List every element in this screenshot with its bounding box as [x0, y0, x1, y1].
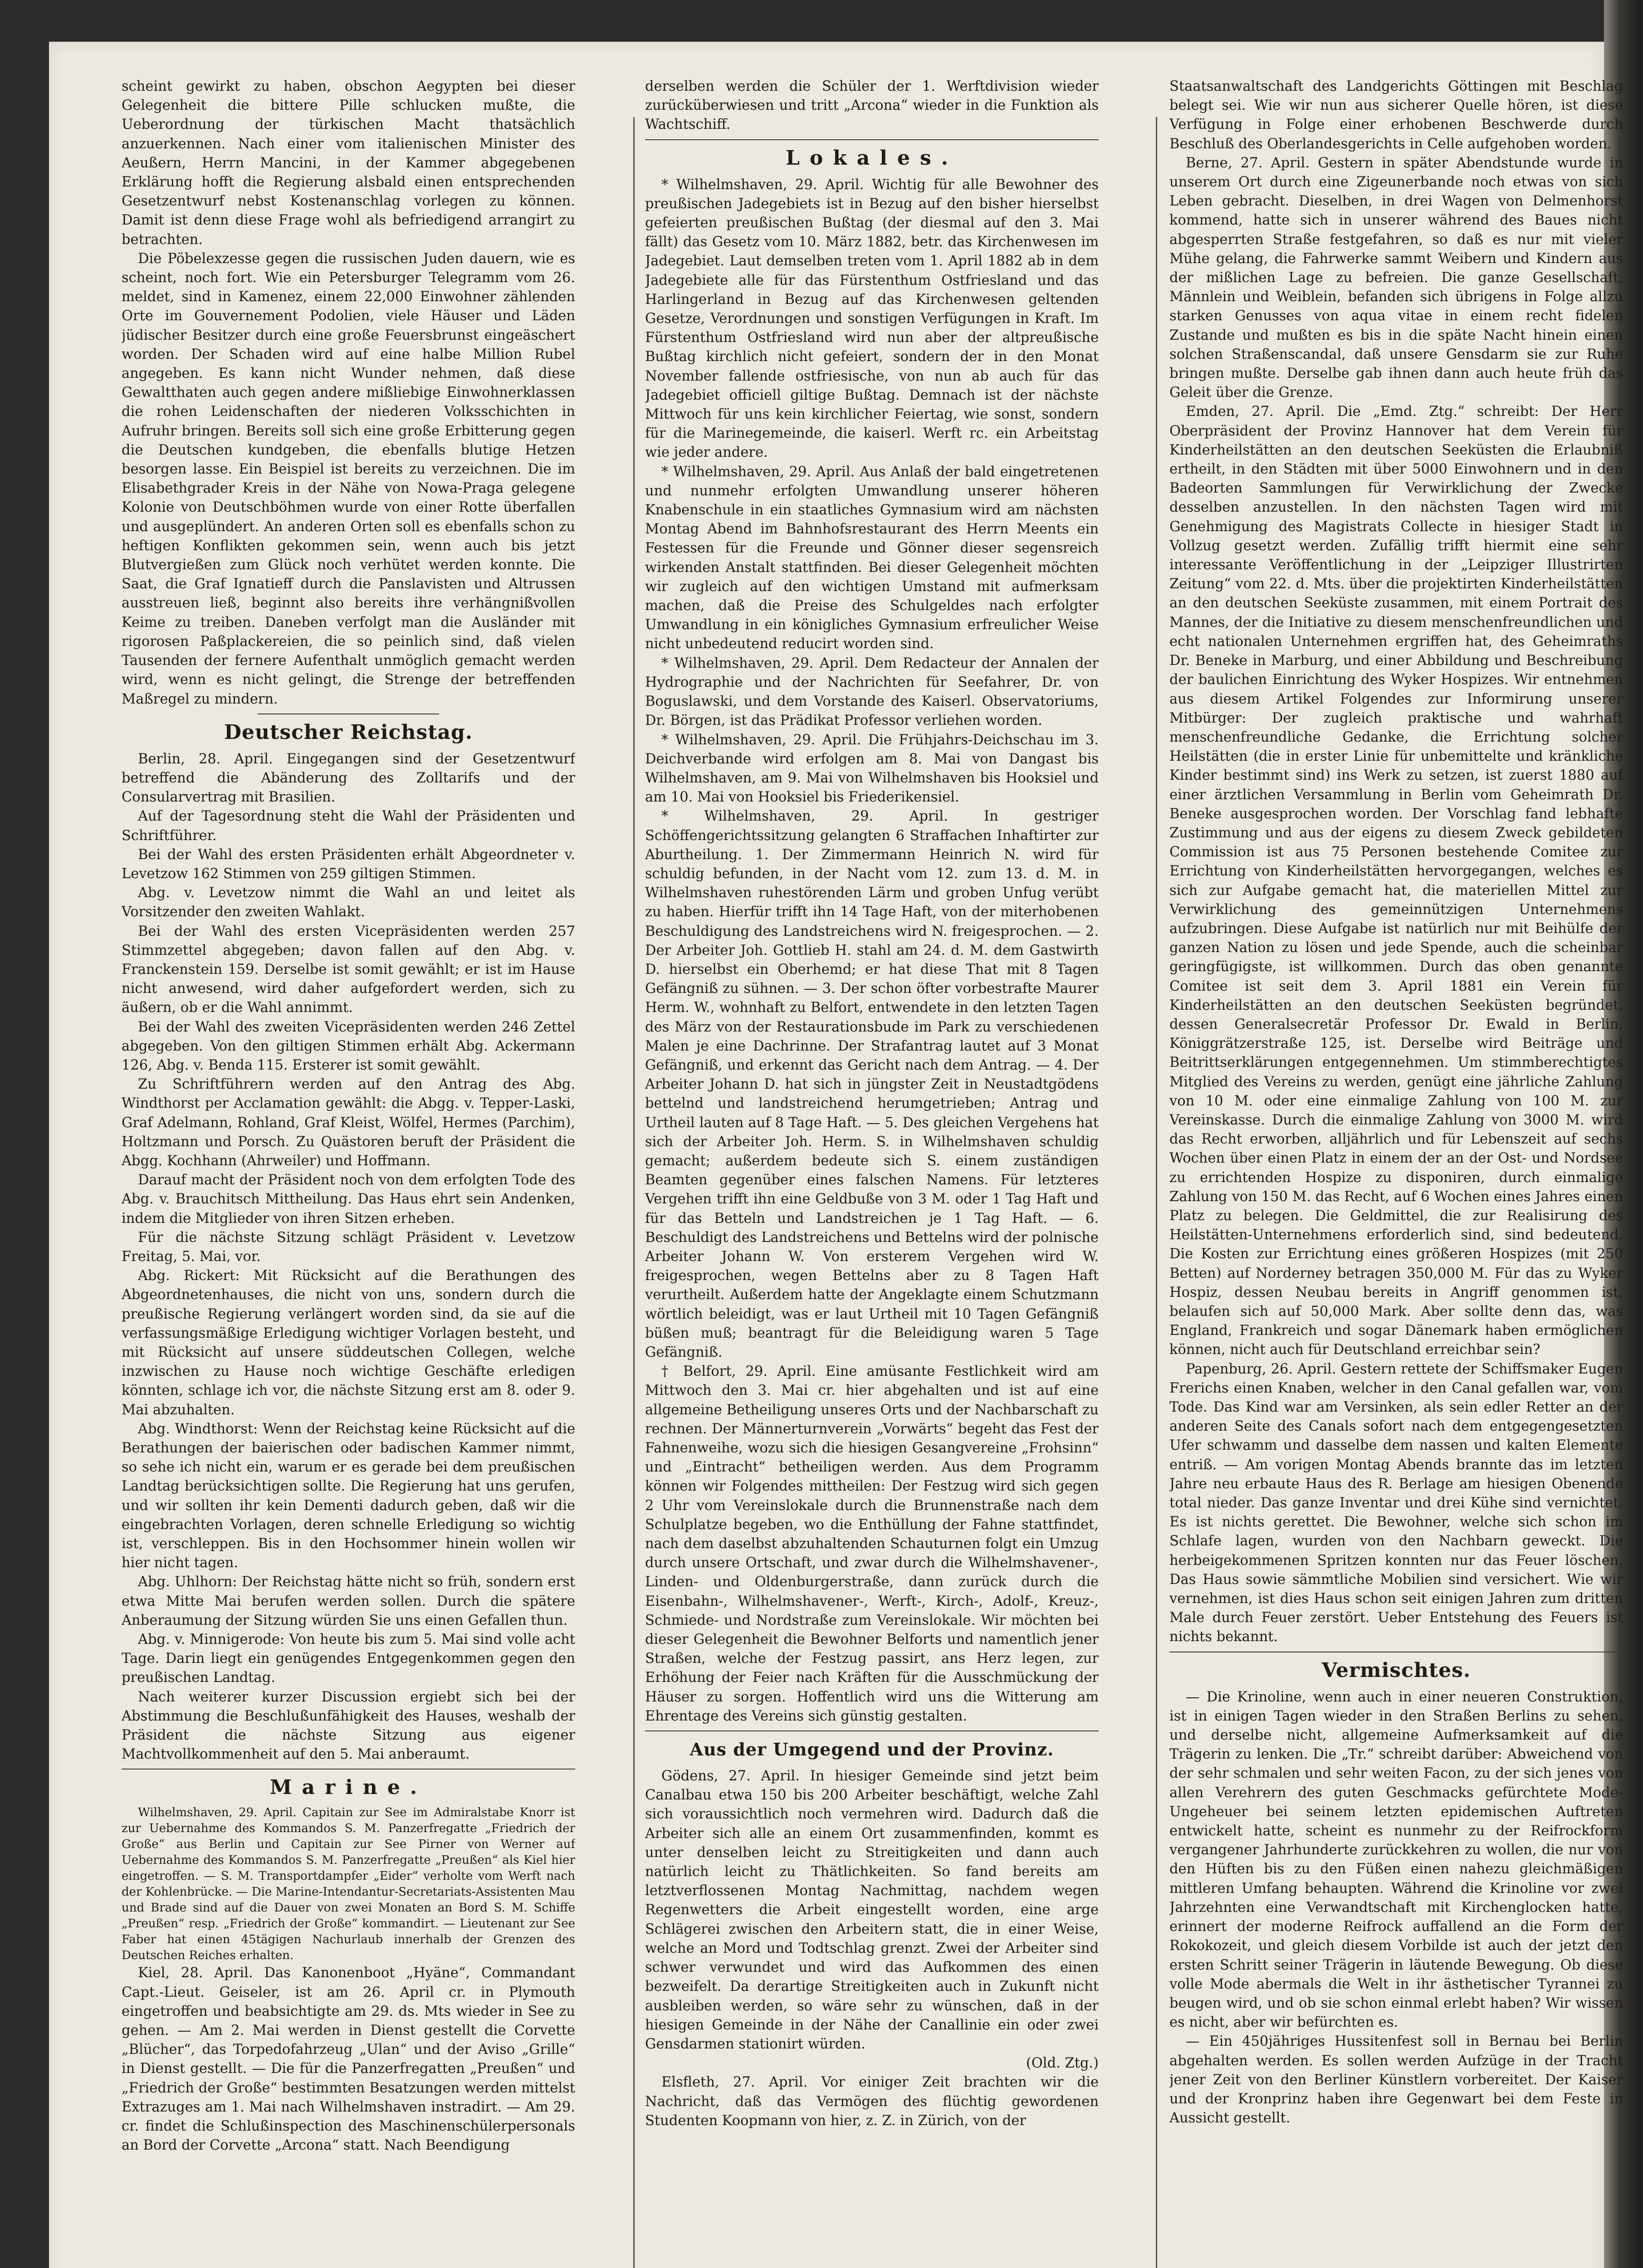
section-divider	[645, 139, 1099, 140]
article-text: Darauf macht der Präsident noch von dem erfolgten Tode des Abg. v. Brauchitsch Mittheilung. Das Haus ehrt sein Andenken, indem die Mitglieder von ihren Sitzen erheben.	[122, 1172, 575, 1227]
source-attribution: (Old. Ztg.)	[1026, 2055, 1099, 2072]
article-text: * Wilhelmshaven, 29. April. Dem Redacteur der Annalen der Hydrographie und der Nachrichten für Seefahrer, Dr. von Boguslawski, und dem Vorstande des Kaiserl. Observatoriums, Dr. Börgen, ist das Prädikat Professor verliehen worden.	[645, 655, 1099, 729]
article-text: Gödens, 27. April. In hiesiger Gemeinde sind jetzt beim Canalbau etwa 150 bis 200 Arbeiter beschäftigt, welche Zahl sich voraussichtlich noch vermehren wird. Dadurch daß die Arbeiter sich alle an einem Ort zusammenfinden, kommt es unter denselben leicht zu Streitigkeiten und dann auch natürlich leicht zu Thätlichkeiten. So fand bereits am letztverflossenen Montag Nachmittag, nachdem wegen Regenwetters die Arbeit eingestellt worden, eine arge Schlägerei zwischen den Arbeitern statt, die in einer Weise, welche an Mord und Todtschlag grenzt. Zwei der Arbeiter sind schwer verwundet und wird das Aufkommen des einen bezweifelt. Da derartige Streitigkeiten auch in Zukunft nicht ausbleiben werden, so wäre sehr zu wünschen, daß in der hiesigen Gemeinde in der Nähe der Canallinie ein oder zwei Gensdarmen stationirt würden.	[645, 1768, 1099, 2052]
article-text: Bei der Wahl des zweiten Vicepräsidenten werden 246 Zettel abgegeben. Von den giltigen Stimmen erhält Abg. Ackermann 126, Abg. v. Benda 115. Ersterer ist somit gewählt.	[122, 1019, 575, 1073]
section-heading-umgegend: Aus der Umgegend und der Provinz.	[689, 1739, 1054, 1760]
article-text: — Ein 450jähriges Hussitenfest soll in Bernau bei Berlin abgehalten werden. Es sollen werden Aufzüge in der Tracht jener Zeit von den Berliner Künstlern vorbereitet. Der Kaiser und der Kronprinz haben ihre Gegenwart bei dem Feste in Aussicht gestellt.	[1169, 2033, 1623, 2126]
article-text: * Wilhelmshaven, 29. April. In gestriger Schöffengerichtssitzung gelangten 6 Straffachen Inhaftirter zur Aburtheilung. 1. Der Zimmermann Heinrich N. wird für schuldig befunden, in der Nacht vom 12. zum 13. d. M. in Wilhelmshaven ruhestörenden Lärm und groben Unfug verübt zu haben. Hierfür trifft ihn 14 Tage Haft, von der miterhobenen Beschuldigung des Landstreichens wird N. freigesprochen. — 2. Der Arbeiter Joh. Gottlieb H. stahl am 24. d. M. dem Gastwirth D. hierselbst ein Oberhemd; er hat diese That mit 8 Tagen Gefängniß zu sühnen. — 3. Der schon öfter vorbestrafte Maurer Herm. W., wohnhaft zu Belfort, entwendete in den letzten Tagen des März von der Restaurationsbude im Park zu verschiedenen Malen je eine Dachrinne. Der Strafantrag lautet auf 3 Monat Gefängniß, und erkennt das Gericht nach dem Antrag. — 4. Der Arbeiter Johann D. hat sich in jüngster Zeit in Neustadtgödens bettelnd und landstreichend herumgetrieben; Antrag und Urtheil lauten auf 8 Tage Haft. — 5. Des gleichen Vergehens hat sich der Arbeiter Joh. Herm. S. in Wilhelmshaven schuldig gemacht; außerdem bedeute sich S. einem zuständigen Beamten gegenüber eines falschen Namens. Für letzteres Vergehen trifft ihn eine Geldbuße von 3 M. oder 1 Tag Haft und für das Betteln und Landstreichen je 1 Tag Haft. — 6. Beschuldigt des Landstreichens und Bettelns wird der polnische Arbeiter Johann W. Von ersterem Vergehen wird W. freigesprochen, wegen Bettelns aber zu 8 Tagen Haft verurtheilt. Außerdem hatte der Angeklagte einem Schutzmann wörtlich beleidigt, was er laut Urtheil mit 10 Tagen Gefängniß büßen muß; beantragt für die Beleidigung waren 5 Tage Gefängniß.	[645, 808, 1099, 1360]
article-text: derselben werden die Schüler der 1. Werftdivision wieder zurücküberwiesen und tritt „Arcona“ wieder in die Funktion als Wachtschiff.	[645, 78, 1099, 133]
article-text: Kiel, 28. April. Das Kanonenboot „Hyäne“, Commandant Capt.-Lieut. Geiseler, ist am 26. April cr. in Plymouth eingetroffen und beabsichtigte am 29. ds. Mts wieder in See zu gehen. — Am 2. Mai werden in Dienst gestellt die Corvette „Blücher“, das Torpedofahrzeug „Ulan“ und der Aviso „Grille“ in Dienst gestellt. — Die für die Panzerfregatten „Preußen“ und „Friedrich der Große“ bestimmten Besatzungen werden mittelst Extrazuges am 1. Mai nach Wilhelmshaven instradirt. — Am 29. cr. findet die Schlußinspection des Maschinenschülerpersonals an Bord der Corvette „Arcona“ statt. Nach Beendigung	[122, 1965, 575, 2154]
section-divider	[645, 1730, 1099, 1731]
column-3	[1169, 77, 1623, 2268]
article-text: Auf der Tagesordnung steht die Wahl der Präsidenten und Schriftführer.	[122, 808, 575, 844]
section-heading-vermischtes: Vermischtes.	[1321, 1658, 1471, 1682]
article-text: Staatsanwaltschaft des Landgerichts Göttingen mit Beschlag belegt sei. Wie wir nun aus sicherer Quelle hören, ist diese Verfügung in Folge einer erhobenen Beschwerde durch Beschluß des Oberlandesgerichts in Celle aufgehoben worden.	[1169, 78, 1623, 152]
article-text: Abg. v. Levetzow nimmt die Wahl an und leitet als Vorsitzender den zweiten Wahlakt.	[122, 885, 575, 920]
article-text: Berne, 27. April. Gestern in später Abendstunde wurde in unserem Ort durch eine Zigeunerbande noch etwas von sich Leben gebracht. Dieselben, in drei Wagen von Delmenhorst kommend, hatte sich in unserer während des Baues nicht abgesperrten Straße festgefahren, so daß es nur mit vieler Mühe gelang, die Fahrwerke sammt Weibern und Kindern aus der mißlichen Lage zu befreien. Die ganze Gesellschaft, Männlein und Weiblein, befanden sich übrigens in Folge allzu starken Genusses von aqua vitae in einem recht fidelen Zustande und mußten es bis in die späte Nacht hinein einen solchen Straßenscandal, daß unsere Gensdarm sie zur Ruhe bringen mußte. Derselbe gab ihnen dann auch heute früh das Geleit über die Grenze.	[1169, 155, 1623, 401]
article-text: * Wilhelmshaven, 29. April. Wichtig für alle Bewohner des preußischen Jadegebiets ist in Bezug auf den bisher hierselbst gefeierten preußischen Bußtag (der diesmal auf den 3. Mai fällt) das Gesetz vom 10. März 1882, betr. das Kirchenwesen im Jadegebiet. Laut demselben treten vom 1. April 1882 ab in dem Jadegebiete alle für das Fürstenthum Ostfriesland und das Harlingerland in Bezug auf das Kirchenwesen geltenden Gesetze, Verordnungen und sonstigen Verfügungen in Kraft. Im Fürstenthum Ostfriesland wird nun aber der altpreußische Bußtag kirchlich nicht gefeiert, sondern der in den Monat November fallende ostfriesische, von nun ab auch für das Jadegebiet officiell giltige Bußtag. Demnach ist der nächste Mittwoch für uns kein kirchlicher Feiertag, wie sonst, sondern für die Marinegemeinde, die kaiserl. Werft rc. ein Arbeitstag wie jeder andere.	[645, 176, 1099, 461]
column-divider-1	[633, 117, 635, 2268]
article-text: Berlin, 28. April. Eingegangen sind der Gesetzentwurf betreffend die Abänderung des Zolltarifs und der Consularvertrag mit Brasilien.	[122, 751, 575, 806]
article-text: Zu Schriftführern werden auf den Antrag des Abg. Windthorst per Acclamation gewählt: die Abgg. v. Tepper-Laski, Graf Adelmann, Rohland, Graf Kleist, Wölfel, Hermes (Parchim), Holtzmann und Porsch. Zu Quästoren beruft der Präsident die Abgg. Kochhann (Ahrweiler) und Hoffmann.	[122, 1076, 575, 1169]
article-text: Emden, 27. April. Die „Emd. Ztg.“ schreibt: Der Herr Oberpräsident der Provinz Hannover hat dem Verein für Kinderheilstätten an den deutschen Seeküsten die Erlaubniß ertheilt, in den Städten mit über 5000 Einwohnern und in den Badeorten Sammlungen für Verwirklichung der Zwecke desselben anzustellen. In den nächsten Tagen wird mit Genehmigung des Magistrats Collecte in hiesiger Stadt in Vollzug gesetzt werden. Zufällig trifft hiermit eine sehr interessante Veröffentlichung in der „Leipziger Illustrirten Zeitung“ vom 22. d. Mts. über die projektirten Kinderheilstätten an den deutschen Seeküste zusammen, mit einem Portrait des Mannes, der die Initiative zu diesem menschenfreundlichen und echt nationalen Unternehmen ergriffen hat, des Geheimraths Dr. Beneke in Marburg, und einer Abbildung und Beschreibung der baulichen Einrichtung des Wyker Hospizes. Wir entnehmen aus diesem Artikel Folgendes zur Informirung unserer Mitbürger: Der zugleich praktische und wahrhaft menschenfreundliche Gedanke, die Errichtung solcher Heilstätten (die in erster Linie für unbemittelte und kränkliche Kinder bestimmt sind) ins Werk zu setzen, ist zuerst 1880 auf einer ärztlichen Versammlung in Berlin vom Geheimrath Dr. Beneke ausgesprochen worden. Der Vorschlag fand lebhafte Zustimmung und aus der eigens zu diesem Zweck gebildeten Commission ist aus 75 Personen bestehende Comitee zur Errichtung von Kinderheilstätten hervorgegangen, welches es sich zur Aufgabe gemacht hat, die materiellen Mittel zur Verwirklichung des gemeinnützigen Unternehmens aufzubringen. Diese Aufgabe ist natürlich nur mit Beihülfe der ganzen Nation zu lösen und jede Spende, auch die scheinbar geringfügigste, ist willkommen. Durch das oben genannte Comitee ist seit dem 3. April 1881 ein Verein für Kinderheilstätten an den deutschen Seeküsten begründet, dessen Generalsecretär Professor Dr. Ewald in Berlin, Königgrätzerstraße 125, ist. Derselbe wird Beiträge und Beitrittserklärungen entgegennehmen. Um stimmberechtigtes Mitglied des Vereins zu werden, genügt eine jährliche Zahlung von 10 M. oder eine einmalige Zahlung von 100 M. zur Vereinskasse. Durch die einmalige Zahlung von 3000 M. wird das Recht erworben, alljährlich und für Lebenszeit auf sechs Wochen über einen Platz in einem der an der Ost- und Nordsee zu errichtenden Hospize zu disponiren, durch einmalige Zahlung von 150 M. das Recht, auf 6 Wochen eines Jahres einen Platz zu belegen. Die Geldmittel, die zur Realisirung des Heilstätten-Unternehmens erforderlich sind, sind bedeutend. Die Kosten zur Errichtung eines größeren Hospizes (mit 250 Betten) auf Norderney betragen 350,000 M. Für das zu Wyker Hospiz, dessen Neubau bereits in Angriff genommen ist, belaufen sich auf 50,000 Mark. Aber sollte denn das, was England, Frankreich und sogar Dänemark haben ermöglichen können, nicht auch für Deutschland erreichbar sein?	[1169, 404, 1623, 1358]
article-text: Nach weiterer kurzer Discussion ergiebt sich bei der Abstimmung die Beschlußunfähigkeit des Hauses, weshalb der Präsident die nächste Sitzung aus eigener Machtvollkommenheit auf den 5. Mai anberaumt.	[122, 1689, 575, 1763]
section-heading-reichstag: Deutscher Reichstag.	[224, 720, 473, 744]
article-text: Abg. Rickert: Mit Rücksicht auf die Berathungen des Abgeordnetenhauses, die nicht von uns, sondern durch die preußische Regierung verlängert worden sind, da sie auf die verfassungsmäßige Erledigung wichtiger Vorlagen besteht, und mit Rücksicht auf unsere süddeutschen Collegen, welche inzwischen zu Hause noch wichtige Geschäfte erledigen könnten, schlage ich vor, die nächste Sitzung erst am 8. oder 9. Mai abzuhalten.	[122, 1268, 575, 1418]
article-text: Elsfleth, 27. April. Vor einiger Zeit brachten wir die Nachricht, daß das Vermögen des flüchtig gewordenen Studenten Koopmann von hier, z. Z. in Zürich, von der	[645, 2074, 1099, 2129]
article-text: scheint gewirkt zu haben, obschon Aegypten bei dieser Gelegenheit die bittere Pille schlucken mußte, die Ueberordnung der türkischen Macht thatsächlich anzuerkennen. Nach einer vom italienischen Minister des Aeußern, Herrn Mancini, in der Kammer abgegebenen Erklärung hofft die Regierung alsbald einen entsprechenden Gesetzentwurf nebst Kostenanschlag vorlegen zu können. Damit ist denn diese Frage wohl als befriedigend arrangirt zu betrachten.	[122, 78, 575, 248]
article-text: Die Pöbelexzesse gegen die russischen Juden dauern, wie es scheint, noch fort. Wie ein Petersburger Telegramm vom 26. meldet, sind in Kamenez, einem 22,000 Einwohner zählenden Orte im Gouvernement Podolien, viele Häuser und Läden jüdischer Besitzer durch eine große Feuersbrunst eingeäschert worden. Der Schaden wird auf eine halbe Million Rubel angegeben. Es kann nicht Wunder nehmen, daß diese Gewaltthaten auch gegen andere mißliebige Einwohnerklassen die rohen Leidenschaften der niederen Volksschichten in Aufruhr bringen. Bereits soll sich eine große Erbitterung gegen die Deutschen kundgeben, die ebenfalls blutige Hetzen besorgen lasse. Ein Beispiel ist bereits zu verzeichnen. Die im Elisabethgrader Kreis in der Nähe von Nowa-Praga gelegene Kolonie von Deutschböhmen wurde von einer Rotte überfallen und ausgeplündert. An anderen Orten soll es ebenfalls schon zu heftigen Konflikten gekommen sein, wenn auch bis jetzt Blutvergießen zum Glück noch verhütet werden konnte. Die Saat, die Graf Ignatieff durch die Panslavisten und Altrussen ausstreuen ließ, beginnt also bereits ihre verhängnißvollen Keime zu treiben. Daneben verfolgt man die Ausländer mit rigorosen Paßplackereien, die so peinlich sind, daß vielen Tausenden der fernere Aufenthalt unmöglich gemacht werden wird, wenn es nicht gelingt, die Strenge der betreffenden Maßregel zu mindern.	[122, 250, 575, 707]
column-1	[122, 77, 575, 2268]
section-heading-marine: Marine.	[269, 1776, 427, 1799]
article-text: Bei der Wahl des ersten Vicepräsidenten werden 257 Stimmzettel abgegeben; davon fallen auf den Abg. v. Franckenstein 159. Derselbe ist somit gewählt; er ist im Hause nicht anwesend, wird daher aufgefordert werden, sich zu äußern, ob er die Wahl annimmt.	[122, 923, 575, 1016]
column-divider-2	[1156, 117, 1157, 2268]
article-text: † Belfort, 29. April. Eine amüsante Festlichkeit wird am Mittwoch den 3. Mai cr. hier abgehalten und ist auf eine allgemeine Betheiligung unseres Orts und der Nachbarschaft zu rechnen. Der Männerturnverein „Vorwärts“ begeht das Fest der Fahnenweihe, wozu sich die hiesigen Gesangvereine „Frohsinn“ und „Eintracht“ betheiligen werden. Aus dem Programm können wir Folgendes mittheilen: Der Festzug wird sich gegen 2 Uhr vom Vereinslokale durch die Brunnenstraße nach dem Schulplatze begeben, wo die Enthüllung der Fahne stattfindet, nach dem daselbst abzuhaltenden Schauturnen folgt ein Umzug durch unsere Ortschaft, und zwar durch die Wilhelmshavener-, Linden- und Oldenburgerstraße, dann zurück durch die Eisenbahn-, Wilhelmshavener-, Werft-, Kirch-, Adolf-, Kreuz-, Schmiede- und Nordstraße zum Vereinslokale. Wir möchten bei dieser Gelegenheit die Bewohner Belforts und namentlich jener Straßen, welche der Festzug passirt, ans Herz legen, zur Erhöhung der Feier nach Kräften für die Ausschmückung der Häuser zu sorgen. Hoffentlich wird uns die Witterung am Ehrentage des Vereins sich günstig gestalten.	[645, 1364, 1099, 1724]
article-text: Bei der Wahl des ersten Präsidenten erhält Abgeordneter v. Levetzow 162 Stimmen von 259 giltigen Stimmen.	[122, 846, 575, 882]
column-2	[645, 77, 1099, 2268]
article-text: * Wilhelmshaven, 29. April. Die Frühjahrs-Deichschau im 3. Deichverbande wird erfolgen am 8. Mai von Dangast bis Wilhelmshaven, am 9. Mai von Wilhelmshaven bis Hooksiel und am 10. Mai von Hooksiel bis Friederikensiel.	[645, 732, 1099, 806]
article-text: Wilhelmshaven, 29. April. Capitain zur See im Admiralstabe Knorr ist zur Uebernahme des Kommandos S. M. Panzerfregatte „Friedrich der Große“ aus Berlin und Capitain zur See Pirner von Werner auf Uebernahme des Kommandos S. M. Panzerfregatte „Preußen“ als Kiel hier eingetroffen. — S. M. Transportdampfer „Eider“ verholte vom Werft nach der Kohlenbrücke. — Die Marine-Intendantur-Secretariats-Assistenten Mau und Brade sind auf die Dauer von zwei Monaten an Bord S. M. Schiffe „Preußen“ resp. „Friedrich der Große“ kommandirt. — Lieutenant zur See Faber hat einen 45tägigen Nachurlaub innerhalb der Grenzen des Deutschen Reiches erhalten.	[122, 1806, 575, 1963]
article-text: Abg. Uhlhorn: Der Reichstag hätte nicht so früh, sondern erst etwa Mitte Mai berufen werden sollen. Durch die spätere Anberaumung der Sitzung würden Sie uns einen Gefallen thun.	[122, 1574, 575, 1628]
article-text: Papenburg, 26. April. Gestern rettete der Schiffsmaker Eugen Frerichs einen Knaben, welcher in den Canal gefallen war, vom Tode. Das Kind war am Versinken, als sein edler Retter an der anderen Seite des Canals sofort nach dem entgegengesetzten Ufer schwamm und dasselbe dem nassen und kalten Elemente entriß. — Am vorigen Montag Abends brannte das im letzten Jahre neu erbaute Haus des R. Berlage am hiesigen Obenende total nieder. Das ganze Inventar und drei Kühe sind vernichtet. Es ist nichts gerettet. Die Bewohner, welche sich schon im Schlafe lagen, wurden von den Nachbarn geweckt. Die herbeigekommenen Spritzen konnten nur das Feuer löschen. Das Haus sowie sämmtliche Mobilien sind versichert. Wie wir vernehmen, ist dies Haus schon seit einigen Jahren zum dritten Male durch Feuer zerstört. Ueber Entstehung des Feuers ist nichts bekannt.	[1169, 1361, 1623, 1645]
article-text: — Die Krinoline, wenn auch in einer neueren Construktion, ist in einigen Tagen wieder in den Straßen Berlins zu sehen, und derselbe nicht, allgemeine Aufmerksamkeit auf die Trägerin zu lenken. Die „Tr.“ schreibt darüber: Abweichend von der sehr schmalen und sehr weiten Facon, zu der sich jenes von allen Verehrern des guten Geschmacks gefürchtete Mode-Ungeheuer bei seinem letzten epidemischen Auftreten entwickelt hatte, scheint es nunmehr zu der Reifrockform vergangener Jahrhunderte zurückkehren zu wollen, die nur von den Hüften bis zu den Füßen einen nahezu gleichmäßigen mittleren Umfang behaupten. Während die Krinoline vor zwei Jahrzehnten eine Verwandtschaft mit Kirchenglocken hatte, erinnert der moderne Reifrock auffallend an die Form der Rokokozeit, und gleich diesem Vorbilde ist auch der jetzt den ersten Schritt seiner Trägerin in läutende Bewegung. Ob diese volle Mode abermals die Welt in ihr ästhetischer Tyrannei zu beugen wird, und ob sie schon einmal erlebt haben? Wir wissen es nicht, aber wir befürchten es.	[1169, 1689, 1623, 2031]
article-text: Für die nächste Sitzung schlägt Präsident v. Levetzow Freitag, 5. Mai, vor.	[122, 1229, 575, 1265]
article-text: Abg. Windthorst: Wenn der Reichstag keine Rücksicht auf die Berathungen der baierischen oder badischen Kammer nimmt, so sehe ich nicht ein, warum er es gerade bei dem preußischen Landtag berücksichtigen sollte. Die Regierung hat uns gerufen, und wir sollten ihr kein Dementi dadurch geben, daß wir die eingebrachten Vorlagen, deren schnelle Erledigung so wichtig ist, verschleppen. Bis in den Hochsommer hinein wollen wir hier nicht tagen.	[122, 1421, 575, 1571]
article-text: * Wilhelmshaven, 29. April. Aus Anlaß der bald eingetretenen und nunmehr erfolgten Umwandlung unserer höheren Knabenschule in ein staatliches Gymnasium wird am nächsten Montag Abend im Bahnhofsrestaurant des Herrn Meents ein Festessen für die Freunde und Gönner dieser segensreich wirkenden Anstalt stattfinden. Bei dieser Gelegenheit möchten wir zugleich auf den wichtigen Umstand mit aufmerksam machen, daß die Preise des Schulgeldes nach erfolgter Umwandlung in ein königliches Gymnasium erfreulicher Weise nicht unbedeutend reducirt worden sind.	[645, 464, 1099, 652]
section-heading-lokales: Lokales.	[785, 146, 958, 170]
article-text: Abg. v. Minnigerode: Von heute bis zum 5. Mai sind volle acht Tage. Darin liegt ein genügendes Entgegenkommen gegen den preußischen Landtag.	[122, 1632, 575, 1686]
